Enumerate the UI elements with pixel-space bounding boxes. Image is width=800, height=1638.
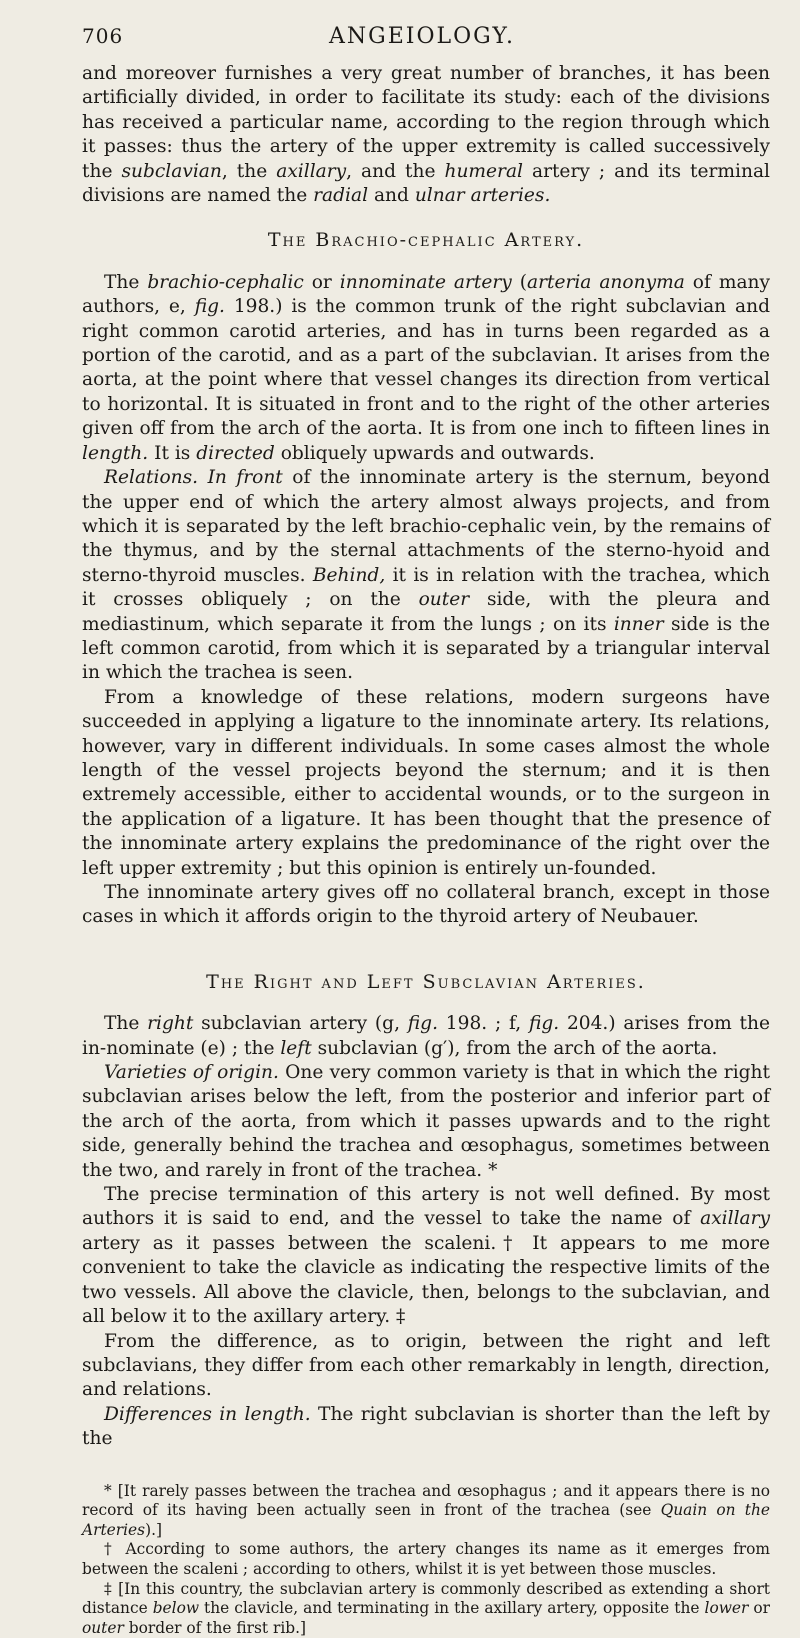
main-text xyxy=(82,62,770,1452)
intro-paragraph: and moreover furnishes a very great number of branches, it has been artificially divided, in order to facilitate its study: each of the divisions has received a particular name, according to the region through which it passes: thus the artery of the upper extremity is called successively the subclavian, the axillary, and the humeral artery ; and its terminal divisions are named the radial and ulnar arteries. xyxy=(82,62,770,208)
page-number: 706 xyxy=(82,24,123,48)
paragraph: Differences in length. The right subclavian is shorter than the left by the xyxy=(82,1403,770,1452)
page-header xyxy=(82,20,770,62)
running-head: ANGEIOLOGY. xyxy=(142,24,702,49)
paragraph: The brachio-cephalic or innominate artery (arteria anonyma of many authors, e, fig. 198.) is the common trunk of the right subclavian and right common carotid arteries, and has in turns been regarded as a portion of the carotid, and as a part of the subclavian. It arises from the aorta, at the point where that vessel changes its direction from vertical to horizontal. It is situated in front and to the right of the other arteries given off from the arch of the aorta. It is from one inch to fifteen lines in length. It is directed obliquely upwards and outwards. xyxy=(82,271,770,466)
footnote: ‡ [In this country, the subclavian artery is commonly described as extending a short distance below the clavicle, and terminating in the axillary artery, opposite the lower or outer border of the first rib.] xyxy=(82,1580,770,1638)
section-heading-brachio-cephalic: The Brachio-cephalic Artery. xyxy=(82,228,770,252)
paragraph: From a knowledge of these relations, modern surgeons have succeeded in applying a ligature to the innominate artery. Its relations, however, vary in different individuals. In some cases almost the whole length of the vessel projects beyond the sternum; and it is then extremely accessible, either to accidental wounds, or to the surgeon in the application of a ligature. It has been thought that the presence of the innominate artery explains the predominance of the right over the left upper extremity ; but this opinion is entirely un-founded. xyxy=(82,686,770,881)
paragraph: The right subclavian artery (g, fig. 198. ; f, fig. 204.) arises from the in-nominate (e) ; the left subclavian (g′), from the arch of the aorta. xyxy=(82,1012,770,1061)
paragraph: The innominate artery gives off no collateral branch, except in those cases in which it affords origin to the thyroid artery of Neubauer. xyxy=(82,881,770,930)
footnote: * [It rarely passes between the trachea and œsophagus ; and it appears there is no record of its having been actually seen in front of the trachea (see Quain on the Arteries).] xyxy=(82,1482,770,1541)
footnotes xyxy=(82,1482,770,1638)
paragraph: The precise termination of this artery is not well defined. By most authors it is said to end, and the vessel to take the name of axillary artery as it passes between the scaleni.† It appears to me more convenient to take the clavicle as indicating the respective limits of the two vessels. All above the clavicle, then, belongs to the subclavian, and all below it to the axillary artery. ‡ xyxy=(82,1183,770,1329)
paragraph: Varieties of origin. One very common variety is that in which the right subclavian arises below the left, from the posterior and inferior part of the arch of the aorta, from which it passes upwards and to the right side, generally behind the trachea and œsophagus, sometimes between the two, and rarely in front of the trachea. * xyxy=(82,1061,770,1183)
section-heading-subclavian: The Right and Left Subclavian Arteries. xyxy=(82,970,770,994)
paragraph: From the difference, as to origin, between the right and left subclavians, they differ from each other remarkably in length, direction, and relations. xyxy=(82,1330,770,1403)
paragraph: Relations. In front of the innominate artery is the sternum, beyond the upper end of which the artery almost always projects, and from which it is separated by the left brachio-cephalic vein, by the remains of the thymus, and by the sternal attachments of the sterno-hyoid and sterno-thyroid muscles. Behind, it is in relation with the trachea, which it crosses obliquely ; on the outer side, with the pleura and mediastinum, which separate it from the lungs ; on its inner side is the left common carotid, from which it is separated by a triangular interval in which the trachea is seen. xyxy=(82,466,770,686)
footnote: † According to some authors, the artery changes its name as it emerges from between the scaleni ; according to others, whilst it is yet between those muscles. xyxy=(82,1540,770,1579)
